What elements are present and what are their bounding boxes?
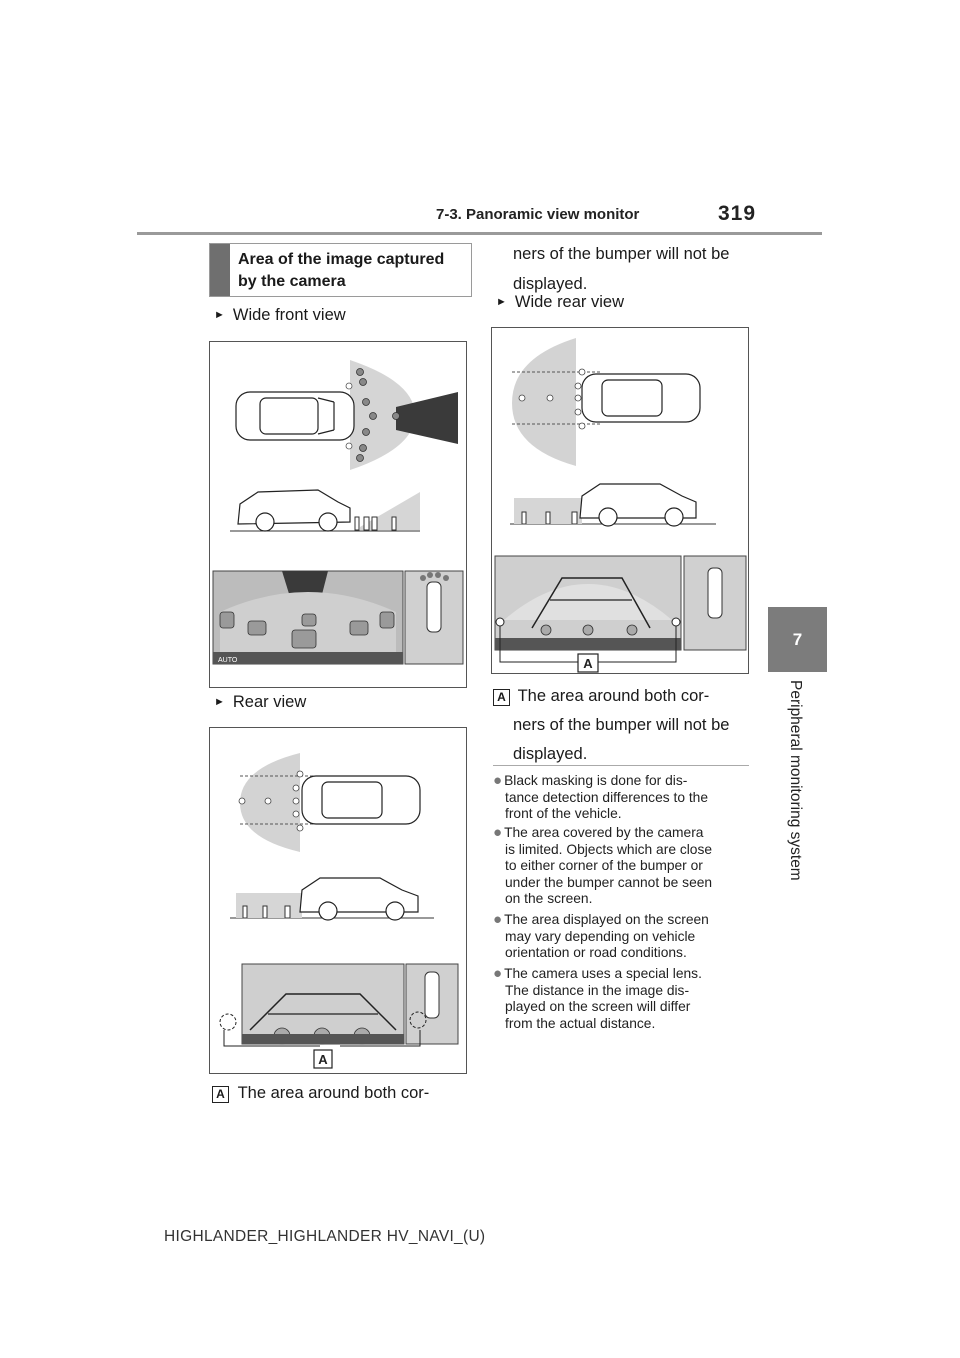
note-2-line-2: is limited. Objects which are close [505, 841, 713, 857]
chapter-label-text: Peripheral monitoring system [787, 680, 804, 881]
heading-box-title [238, 249, 444, 293]
note-1-line-1: Black masking is done for dis- [504, 773, 688, 788]
wide-front-label: Wide front view [232, 306, 346, 324]
right-a-line-3: displayed. [513, 745, 588, 763]
note-4-line-4: from the actual distance. [505, 1015, 656, 1031]
note-4-line-2: The distance in the image dis- [505, 982, 690, 998]
arrow-icon: ► [214, 309, 225, 321]
wide-rear-item [496, 293, 624, 312]
note-3-line-3: orientation or road conditions. [505, 945, 687, 960]
page-number: 319 [718, 202, 757, 225]
note-3-line-1: The area displayed on the screen [504, 912, 709, 927]
wide-front-item [214, 306, 346, 325]
heading-line-2: by the camera [238, 273, 346, 290]
right-a-line-2: ners of the bumper will not be [513, 716, 730, 734]
bullet-icon: ● [493, 965, 503, 982]
right-a-line-1: The area around both cor- [517, 687, 710, 705]
note-2-line-4: under the bumper cannot be seen [505, 874, 713, 890]
heading-box [209, 243, 472, 297]
notes-rule [493, 765, 749, 766]
chapter-label [780, 680, 810, 920]
arrow-icon: ► [214, 696, 225, 708]
arrow-icon: ► [496, 296, 507, 308]
rear-figure [209, 727, 467, 1074]
callout-a-label: A [318, 1052, 328, 1067]
wide-rear-illustration [492, 328, 748, 673]
note-2-line-5: on the screen. [505, 891, 593, 906]
right-continuation [513, 242, 729, 296]
note-2-line-3: to either corner of the bumper or [505, 858, 703, 873]
chapter-tab: 7 [768, 607, 827, 672]
left-a-line [212, 1081, 429, 1105]
bullet-icon: ● [493, 911, 503, 928]
heading-box-bar [210, 244, 230, 296]
wide-front-figure [209, 341, 467, 688]
note-2-line-1: The area covered by the camera [504, 825, 704, 840]
rear-label: Rear view [232, 693, 307, 711]
wide-front-illustration [210, 342, 466, 687]
callout-a-label: A [583, 656, 593, 671]
rear-illustration [210, 728, 466, 1073]
bullet-icon: ● [493, 824, 503, 841]
cont-line-2: displayed. [513, 275, 588, 293]
right-a-block [493, 684, 729, 766]
section-title: 7-3. Panoramic view monitor [436, 206, 640, 223]
wide-rear-figure [491, 327, 749, 674]
note-3-line-2: may vary depending on vehicle [505, 928, 696, 944]
note-2 [493, 825, 751, 908]
header-rule [137, 232, 822, 235]
note-4-line-3: played on the screen will differ [505, 999, 691, 1014]
screen-auto-label: AUTO [218, 657, 238, 664]
note-1-line-3: front of the vehicle. [505, 806, 622, 821]
bullet-icon: ● [493, 772, 503, 789]
footer-model: HIGHLANDER_HIGHLANDER HV_NAVI_(U) [164, 1228, 486, 1245]
a-marker: A [493, 689, 510, 706]
rear-item [214, 693, 306, 712]
note-1 [493, 773, 751, 823]
wide-rear-label: Wide rear view [514, 293, 625, 311]
note-4-line-1: The camera uses a special lens. [504, 966, 702, 981]
a-marker: A [212, 1086, 229, 1103]
heading-line-1: Area of the image captured [238, 251, 445, 268]
note-1-line-2: tance detection differences to the [505, 789, 709, 805]
note-4 [493, 966, 751, 1032]
cont-line-1: ners of the bumper will not be [513, 245, 730, 263]
note-3 [493, 912, 751, 962]
left-a-text: The area around both cor- [237, 1084, 430, 1102]
